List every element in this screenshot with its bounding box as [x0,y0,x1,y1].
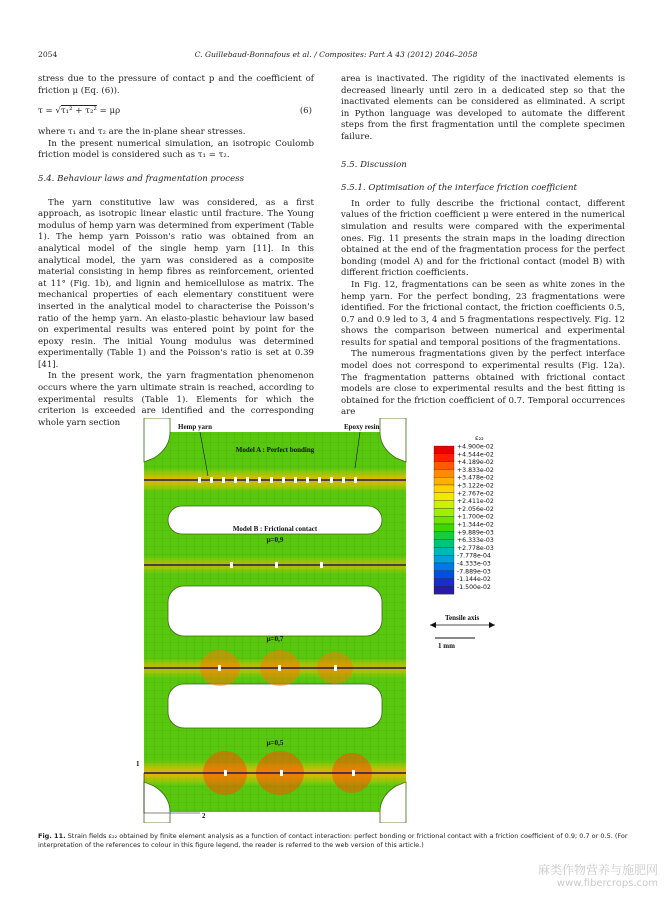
left-column [38,74,314,429]
strain-field-figure [130,418,540,823]
label-tensile-axis: Tensile axis [445,614,480,622]
left-para-1: stress due to the pressure of contact p and the coefficient of friction μ (Eq. (6)). [38,74,314,96]
running-title: C. Guillebaud-Bonnafous et al. / Composites: Part A 43 (2012) 2046–2058 [194,50,478,59]
watermark [538,861,658,889]
legend-value: +4.189e-02 [457,459,494,467]
legend-value: +3.478e-02 [457,474,494,482]
legend-swatch [434,501,454,509]
legend-swatch [434,446,454,454]
legend-swatch [434,516,454,524]
legend-title: ε₂₂ [475,434,484,442]
legend-swatch [434,547,454,555]
legend-value: +4.900e-02 [457,443,494,451]
label-epoxy-resin: Epoxy resin [344,423,380,431]
legend-value: -7.778e-04 [457,552,491,560]
left-para-5: In the present work, the yarn fragmentation phenomenon occurs where the yarn ultimate strain is reached, according to experimental results (Table 1). Elements for which the criterion is exceeded are identified and the corresponding whole yarn section [38,371,314,428]
legend-value: +3.833e-02 [457,466,494,474]
section-5-5-1-heading: 5.5.1. Optimisation of the interface friction coefficient [341,183,577,194]
figure-caption [38,832,638,850]
legend-value: -1.144e-02 [457,576,491,584]
legend-swatch [434,563,454,571]
left-para-3: In the present numerical simulation, an isotropic Coulomb friction model is considered such as τ₁ = τ₂. [38,138,314,161]
right-para-1: area is inactivated. The rigidity of the inactivated elements is decreased linearly until zero in a dedicated step so that the inactivated elements can be considered as eliminated. A script in Python language was developed to automate the different steps from the first fragmentation until the complete specimen failure. [341,74,625,142]
legend-value: +2.056e-02 [457,505,494,513]
legend-value: +1.344e-02 [457,521,494,529]
equation-number: (6) [299,106,312,117]
label-mu-05: μ=0,5 [266,739,284,747]
caption-label: Fig. 11. [38,832,66,840]
legend-swatch [434,477,454,485]
legend-swatch [434,586,454,594]
legend-value: +2.778e-03 [457,544,494,552]
watermark-line-1: 麻类作物营养与施肥网 [537,863,658,877]
equation-rhs: = μρ [96,106,121,117]
label-model-a: Model A : Perfect bonding [235,446,315,454]
legend-value: -7.889e-03 [457,568,491,576]
equation-6 [38,103,314,121]
label-mu-09: μ=0,9 [266,536,284,544]
page-number: 2054 [38,50,58,59]
legend-value: +3.122e-02 [457,482,494,490]
legend-value: -1.500e-02 [457,583,491,591]
legend-swatch [434,571,454,579]
axis-2-label: 2 [202,812,206,820]
legend-swatch [434,555,454,563]
section-5-4-heading: 5.4. Behaviour laws and fragmentation process [38,173,245,184]
left-para-2: where τ₁ and τ₂ are the in-plane shear stresses. [38,127,246,138]
legend-value: +1.700e-02 [457,513,494,521]
label-hemp-yarn: Hemp yarn [178,423,213,431]
legend-value: +2.767e-02 [457,490,494,498]
left-para-4: The yarn constitutive law was considered, as a first approach, as isotropic linear elastic until fracture. The Young modulus of hemp yarn was determined from experiment (Table 1). The hemp yarn Poisson's ratio was obtained from an analytical model of the single hemp yarn [11]. In this analytical model, the yarn was considered as a composite material consisting in hemp fibres as reinforcement, oriented at 11° (Fig. 1b), and lignin and hemicellulose as matrix. The mechanical properties of each elementary constituent were inserted in the analytical model to characterise the Poisson's ratio of the hemp yarn. An elasto-plastic behaviour law based on experimental results was entered point by point for the epoxy resin. The initial Young modulus was determined experimentally (Table 1) and the Poisson's ratio is set at 0.39 [41]. [38,197,314,370]
legend-value: +2.411e-02 [457,498,494,506]
label-scale: 1 mm [438,642,455,650]
legend-value: -4.333e-03 [457,560,491,568]
right-para-4: The numerous fragmentations given by the perfect interface model does not correspond to experimental results (Fig. 12a). The fragmentation patterns obtained with frictional contact models are close to experimental results and the best fitting is obtained for the friction coefficient of 0.7. Temporal occurrences are [341,349,625,418]
label-mu-07: μ=0,7 [266,635,284,643]
legend-swatch [434,540,454,548]
right-para-2: In order to fully describe the frictional contact, different values of the friction coefficient μ were entered in the numerical simulation and results were compared with the experimental ones. Fig. 11 presents the strain maps in the loading direction obtained at the end of the fragmentation process for the perfect bonding (model A) and for the frictional contact (model B) with different friction coefficients. [341,198,625,279]
legend-swatch [434,462,454,470]
axis-1-label: 1 [136,760,140,768]
legend-swatch [434,532,454,540]
equation-body [38,106,120,118]
legend-value: +6.333e-03 [457,537,494,545]
legend-swatch [434,524,454,532]
equation-lhs: τ = [38,106,56,117]
legend-swatch [434,469,454,477]
caption-text: Strain fields ε₂₂ obtained by finite element analysis as a function of contact interaction: perfect bonding or frictional contact with a friction coefficient of 0.9; 0.7 or 0.5. (For interpretation of the references to colour in this figure legend, the reader is referred to the web version of this article.) [38,832,628,849]
right-column [341,74,625,419]
color-legend [434,434,494,594]
legend-swatch [434,485,454,493]
legend-swatch [434,508,454,516]
sqrt-icon: √τ₁² + τ₂² [55,106,97,117]
legend-value: +4.544e-02 [457,451,494,459]
legend-value: +9.889e-03 [457,529,494,537]
label-model-b: Model B : Frictional contact [232,525,318,533]
section-5-5-heading: 5.5. Discussion [341,159,407,170]
right-para-3: In Fig. 12, fragmentations can be seen as white zones in the hemp yarn. For the perfect bonding, 23 fragmentations were identified. For the frictional contact, the friction coefficients 0.5, 0.7 and 0.9 led to 3, 4 and 5 fragmentations respectively. Fig. 12 shows the comparison between numerical and experimental results for spatial and temporal positions of the fragmentations. [341,279,625,348]
watermark-line-2: www.fibercrops.com [556,878,658,889]
legend-swatch [434,454,454,462]
legend-swatch [434,579,454,587]
legend-swatch [434,493,454,501]
